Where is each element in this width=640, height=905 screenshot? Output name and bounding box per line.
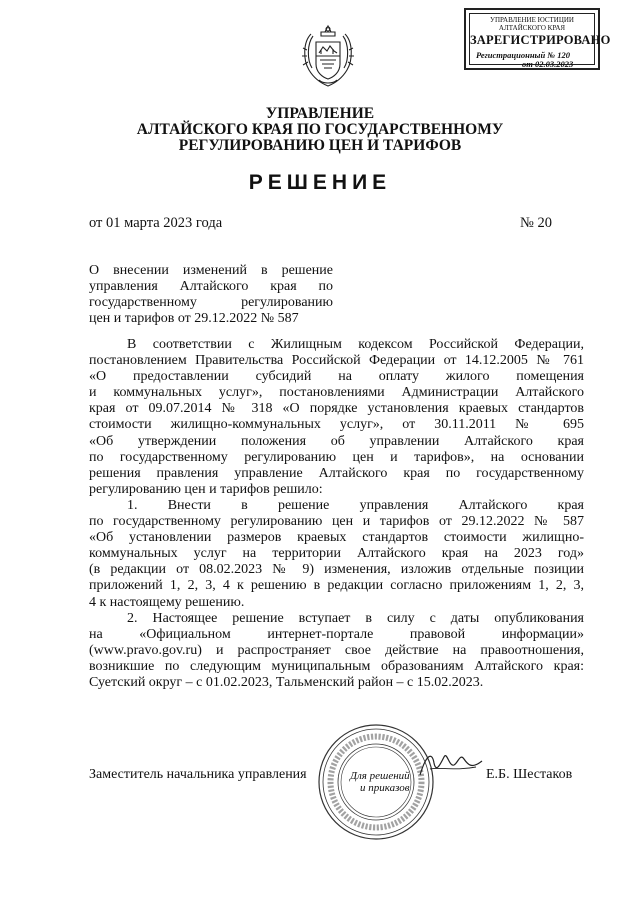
org-name-line-1: УПРАВЛЕНИЕ [265, 105, 375, 122]
body-line: по государственному регулированию цен и тарифов от 29.12.2022 № 587 [89, 514, 584, 530]
body-line: регулированию цен и тарифов решило: [89, 481, 323, 497]
body-line: по государственному регулированию цен и тарифов», на основании [89, 449, 584, 465]
document-number: № 20 [520, 215, 552, 231]
subject-line: цен и тарифов от 29.12.2022 № 587 [89, 311, 299, 326]
body-line: края от 09.07.2014 № 318 «О порядке установления краевых стандартов [89, 401, 584, 417]
body-line: (в редакции от 08.02.2023 № 9) изменения, изложив отдельные позиции [89, 562, 584, 578]
handwritten-signature-icon [416, 745, 486, 785]
org-name-line-3: РЕГУЛИРОВАНИЮ ЦЕН И ТАРИФОВ [178, 137, 462, 154]
document-body [89, 337, 584, 691]
subject-line: государственному регулированию [89, 295, 333, 310]
document-date: от 01 марта 2023 года [89, 215, 223, 231]
body-line: возникшие по следующим муниципальным образованиям Алтайского края: [89, 658, 584, 674]
org-name-line-2: АЛТАЙСКОГО КРАЯ ПО ГОСУДАРСТВЕННОМУ [136, 121, 504, 138]
body-line: постановлением Правительства Российской Федерации от 14.12.2005 № 761 [89, 353, 584, 369]
body-line: решения правления управление Алтайского края по государственному [89, 465, 584, 481]
body-line: стоимости жилищно-коммунальных услуг», от 30.11.2011 № 695 [89, 417, 584, 433]
registration-stamp [464, 8, 611, 70]
body-line: «Об утверждении положения об управлении Алтайского края [89, 433, 584, 449]
body-line: «О предоставлении субсидий на оплату жилого помещения [89, 369, 584, 385]
body-line: В соответствии с Жилищным кодексом Российской Федерации, [127, 337, 584, 352]
body-line: на «Официальном интернет-портале правовой информации» [89, 626, 584, 642]
subject-line: управления Алтайского края по [89, 279, 333, 294]
signer-position: Заместитель начальника управления [89, 767, 307, 782]
subject-line: О внесении изменений в решение [89, 263, 333, 278]
body-line: «Об установлении размеров краевых стандартов стоимости жилищно- [89, 530, 584, 546]
body-line: 4 к настоящему решению. [89, 594, 245, 610]
registration-stamp-inner [469, 13, 611, 69]
stamp-authority-line1: УПРАВЛЕНИЕ ЮСТИЦИИ [490, 16, 574, 24]
body-line: 2. Настоящее решение вступает в силу с даты опубликования [127, 610, 584, 626]
body-line: (www.pravo.gov.ru) и распространяет свое действие на правоотношения, [89, 642, 584, 658]
stamp-registered-label: ЗАРЕГИСТРИРОВАНО [470, 33, 611, 47]
seal-text-line2: и приказов [360, 782, 410, 794]
document-subject [89, 263, 333, 327]
body-line: 1. Внести в решение управления Алтайского края [127, 497, 584, 513]
body-line: приложений 1, 2, 3, 4 к решению в редакции согласно приложениям 1, 2, 3, [89, 578, 584, 594]
seal-text-line1: Для решений [350, 770, 410, 782]
body-line: Суетский округ – с 01.02.2023, Тальменский район – с 15.02.2023. [89, 674, 484, 690]
body-line: коммунальных услуг на территории Алтайского края на 2023 год» [89, 546, 584, 562]
document-type-title: РЕШЕНИЕ [248, 171, 392, 194]
body-line: и коммунальных услуг», постановлениями Администрации Алтайского [89, 385, 584, 401]
signer-name: Е.Б. Шестаков [486, 767, 573, 782]
stamp-authority-line2: АЛТАЙСКОГО КРАЯ [498, 24, 566, 32]
stamp-reg-number: Регистрационный № 120 [476, 50, 570, 60]
stamp-reg-date: от 02.03.2023 [522, 59, 574, 69]
coat-of-arms-icon [299, 20, 357, 90]
